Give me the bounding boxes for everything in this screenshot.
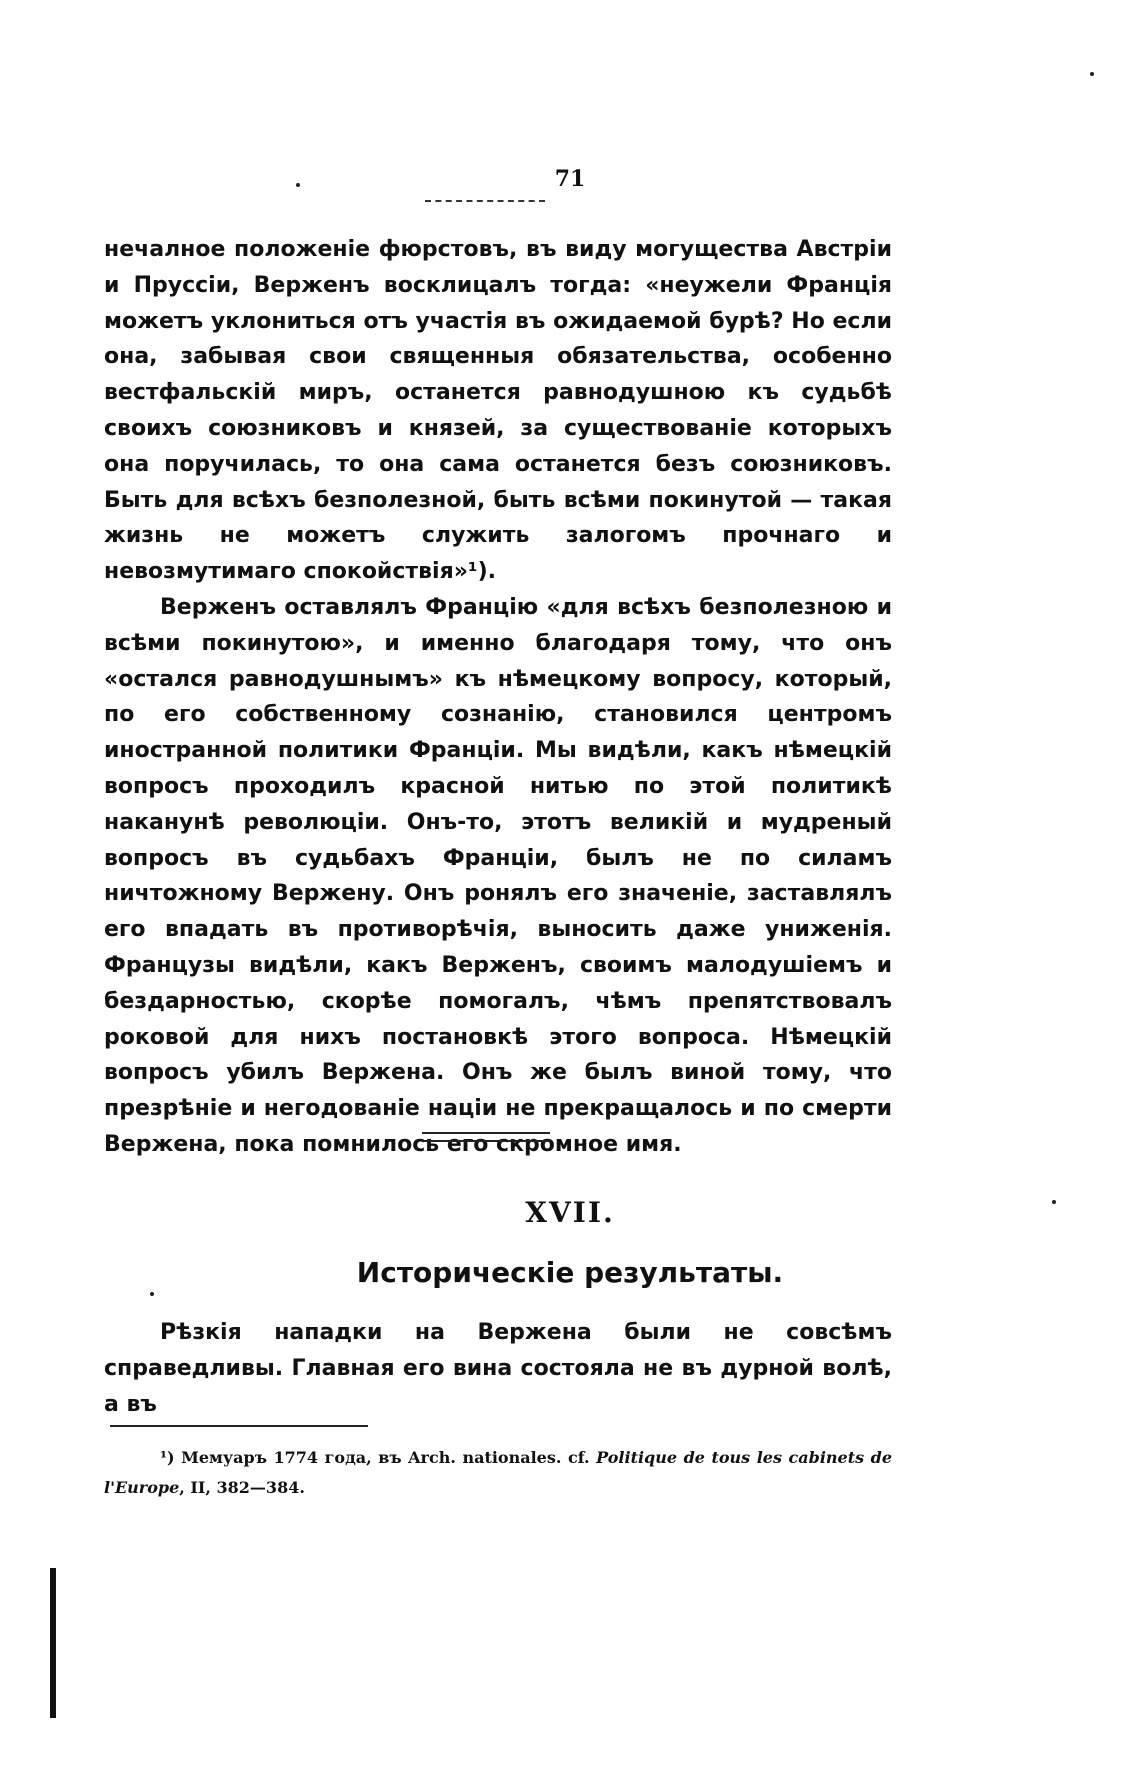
speck bbox=[1052, 1200, 1056, 1204]
speck bbox=[296, 183, 300, 187]
section-divider bbox=[422, 1132, 550, 1142]
page-number-rule bbox=[425, 200, 545, 202]
section-paragraph: Рѣзкія нападки на Вержена были не совсѣмъ справедливы. Главная его вина состояла не въ дурной волѣ, а въ bbox=[104, 1320, 892, 1417]
section-text bbox=[104, 1315, 892, 1422]
footnote-marker: ¹) bbox=[160, 1448, 175, 1467]
footnote-italic-title: Politique de tous les cabinets de l'Europe bbox=[104, 1448, 893, 1497]
footnote-rule bbox=[110, 1425, 368, 1427]
main-text bbox=[104, 232, 892, 1163]
section-title: Историческіе результаты. bbox=[356, 1256, 784, 1289]
footnote-text-after: , II, 382—384. bbox=[179, 1478, 305, 1497]
paragraph-continued: нечалное положеніе фюрстовъ, въ виду могущества Австріи и Пруссіи, Верженъ восклицалъ тогда: «неужели Франція можетъ уклониться отъ участія въ ожидаемой бурѣ? Но если она, забывая свои священныя обязательства, особенно вестфальскій миръ, останется равнодушною къ судьбѣ своихъ союзниковъ и князей, за существованіе которыхъ она поручилась, то она сама останется безъ союзниковъ. Быть для всѣхъ безполезной, быть всѣми покинутой — такая жизнь не можетъ служить залогомъ прочнаго и невозмутимаго спокойствія»¹). bbox=[104, 237, 892, 585]
footnote bbox=[104, 1443, 892, 1503]
page-number: 71 bbox=[554, 166, 586, 192]
page-edge-mark bbox=[50, 1568, 56, 1718]
section-number: XVII. bbox=[525, 1196, 615, 1229]
footnote-text: Мемуаръ 1774 года, въ Arch. nationales. cf. bbox=[181, 1448, 590, 1467]
paragraph-vergennes: Верженъ оставлялъ Францію «для всѣхъ безполезною и всѣми покинутою», и именно благодаря тому, что онъ «остался равнодушнымъ» къ нѣмецкому вопросу, который, по его собственному сознанію, становился центромъ иностранной политики Франціи. Мы видѣли, какъ нѣмецкій вопросъ проходилъ красной нитью по этой политикѣ наканунѣ революціи. Онъ-то, этотъ великій и мудреный вопросъ въ судьбахъ Франціи, былъ не по силамъ ничтожному Вержену. Онъ ронялъ его значеніе, заставлялъ его впадать въ противорѣчія, выносить даже униженія. Французы видѣли, какъ Верженъ, своимъ малодушіемъ и бездарностью, скорѣе помогалъ, чѣмъ препятствовалъ роковой для нихъ постановкѣ этого вопроса. Нѣмецкій вопросъ убилъ Вержена. Онъ же былъ виной тому, что презрѣніе и негодованіе націи не прекращалось и по смерти Вержена, пока помнилось его скромное имя. bbox=[104, 594, 892, 1157]
speck bbox=[1090, 72, 1094, 76]
speck bbox=[150, 1292, 154, 1296]
